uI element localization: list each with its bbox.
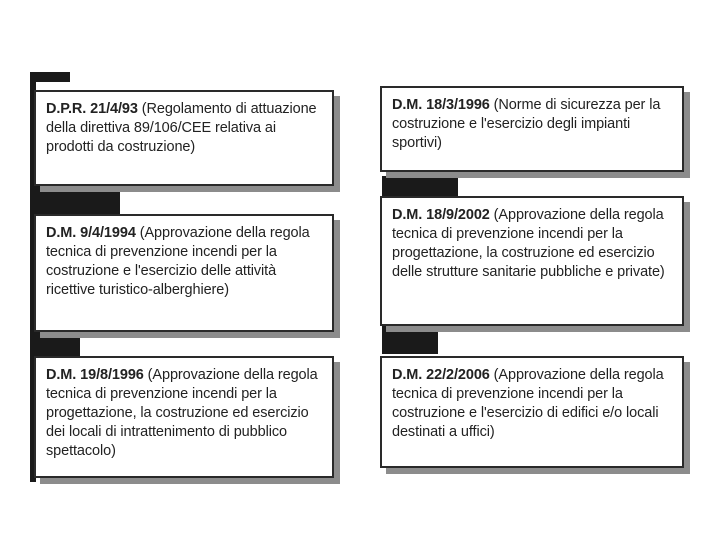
left-mid-tab-1 <box>30 186 120 216</box>
regulation-box-right-1 <box>380 86 684 172</box>
regulation-ref: D.M. 18/9/2002 <box>392 207 490 223</box>
regulation-ref: D.M. 22/2/2006 <box>392 367 490 383</box>
regulation-box-left-3 <box>34 356 334 478</box>
left-mid-tab-2 <box>30 332 80 358</box>
regulation-desc: (Approvazione della regola tecnica di prevenzione incendi per la costruzione e l'esercizio di edifici e/o locali destinati a uffici) <box>392 367 664 440</box>
regulation-box-right-2 <box>380 196 684 326</box>
regulation-desc: (Approvazione della regola tecnica di prevenzione incendi per la costruzione e l'esercizio delle attività ricettive turistico-alberghiere) <box>46 225 310 298</box>
regulation-desc: (Norme di sicurezza per la costruzione e l'esercizio degli impianti sportivi) <box>392 97 661 151</box>
right-mid-tab-1 <box>382 176 458 196</box>
left-top-tab <box>30 72 70 82</box>
regulation-desc: (Approvazione della regola tecnica di prevenzione incendi per la progettazione, la costruzione ed esercizio dei locali di intrattenimento di pubblico spettacolo) <box>46 367 318 459</box>
regulation-ref: D.M. 9/4/1994 <box>46 225 136 241</box>
regulation-desc: (Approvazione della regola tecnica di prevenzione incendi per la progettazione, la costruzione ed esercizio delle strutture sanitarie pubbliche e private) <box>392 207 665 280</box>
regulation-ref: D.M. 19/8/1996 <box>46 367 144 383</box>
regulation-desc: (Regolamento di attuazione della direttiva 89/106/CEE relativa ai prodotti da costruzione) <box>46 101 317 155</box>
regulation-ref: D.M. 18/3/1996 <box>392 97 490 113</box>
regulation-ref: D.P.R. 21/4/93 <box>46 101 138 117</box>
regulation-box-left-1 <box>34 90 334 186</box>
regulation-box-left-2 <box>34 214 334 332</box>
right-mid-tab-2 <box>382 326 438 354</box>
regulation-box-right-3 <box>380 356 684 468</box>
